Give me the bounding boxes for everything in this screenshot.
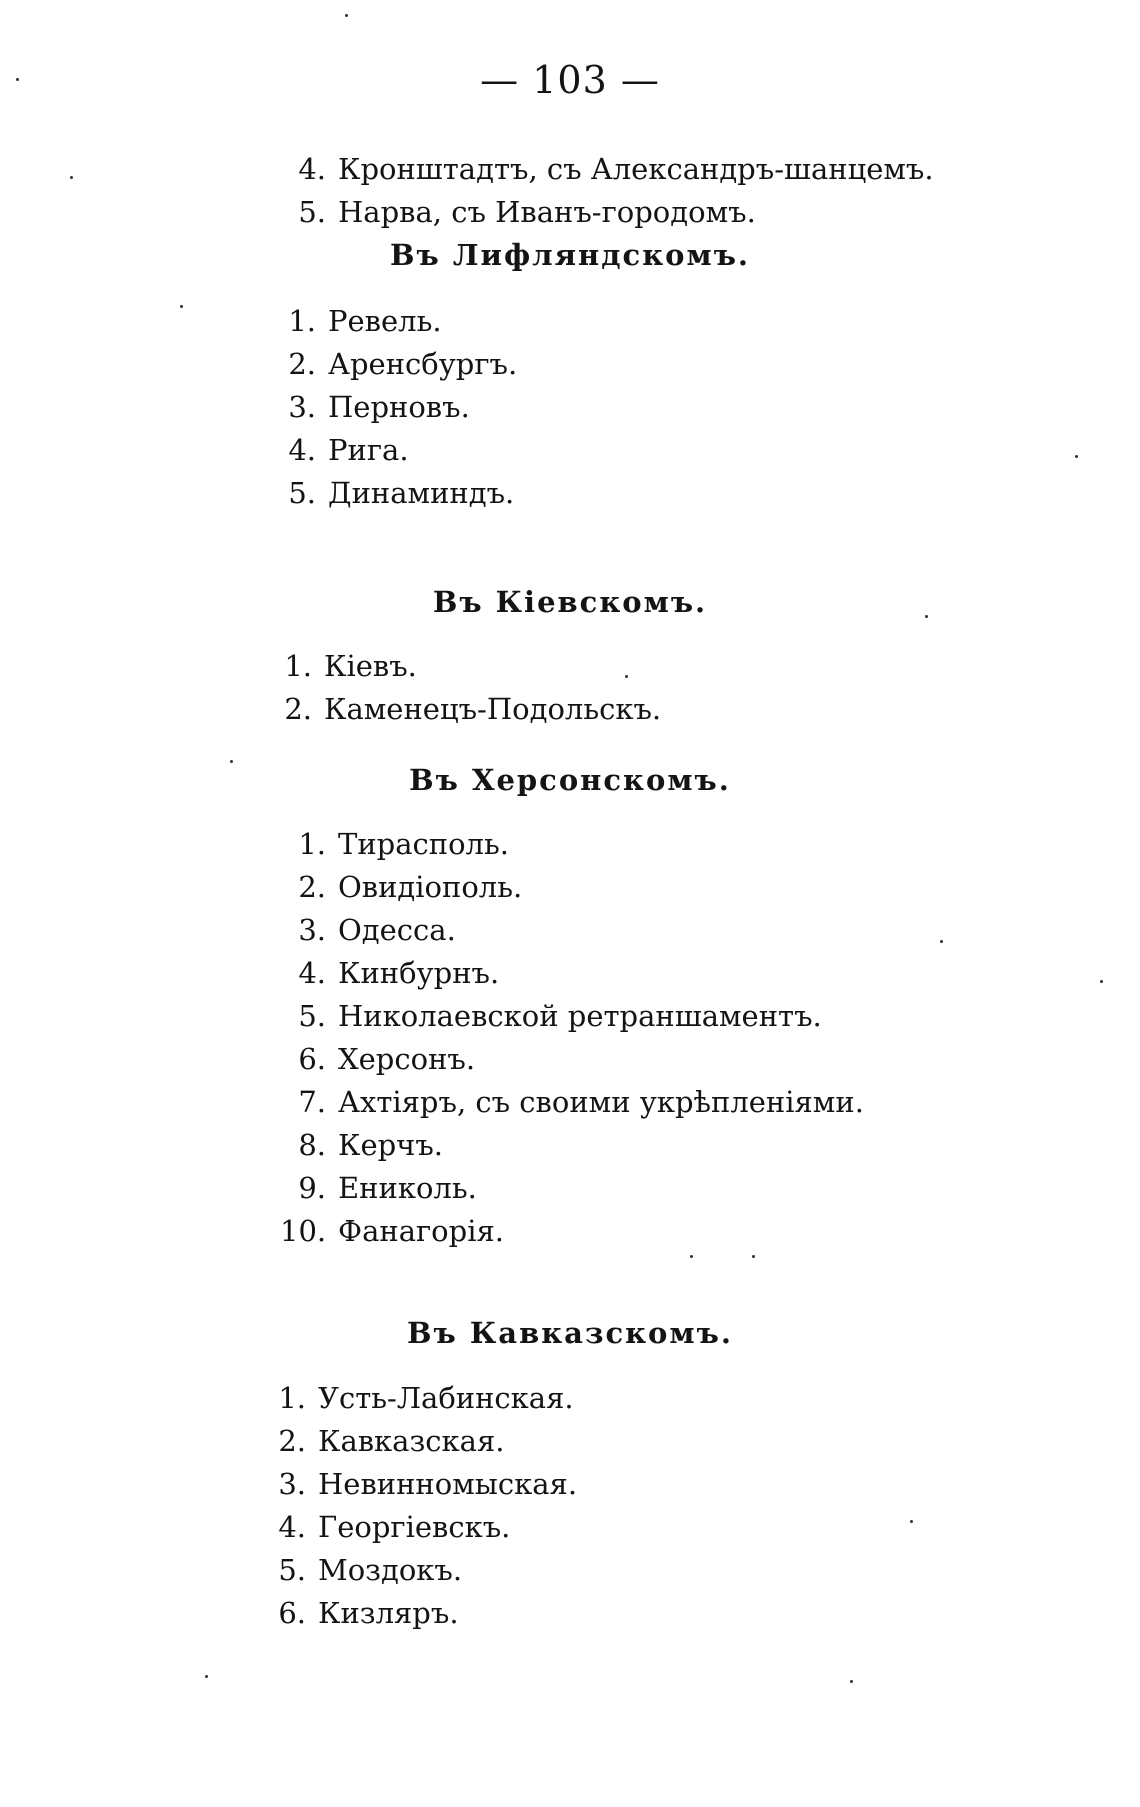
section-3-list [280,823,864,1253]
list-item [280,1167,864,1210]
scan-speck [345,14,348,17]
item-text: Кинбурнъ. [338,956,500,990]
scan-speck [925,615,928,618]
item-text: Кіевъ. [324,649,417,683]
scan-speck [1075,455,1078,458]
item-text: Николаевской ретраншаментъ. [338,999,822,1033]
item-text: Георгіевскъ. [318,1510,511,1544]
section-heading: Въ Кіевскомъ. [432,585,708,619]
item-number: 1. [278,1381,306,1415]
item-text: Ревель. [328,304,442,338]
list-item [280,1124,864,1167]
scan-speck [1100,980,1103,983]
item-text: Кронштадтъ, съ Александръ-шанцемъ. [338,152,934,186]
list-item [266,645,661,688]
scan-speck [940,940,943,943]
section-4-list [260,1377,577,1635]
scan-speck [910,1520,913,1523]
item-number: 2. [284,692,312,726]
section-0-list [280,148,934,234]
list-item [270,343,517,386]
item-number: 9. [298,1171,326,1205]
item-text: Тирасполь. [338,827,509,861]
list-item [260,1549,577,1592]
list-item [260,1377,577,1420]
item-number: 1. [284,649,312,683]
item-number: 5. [278,1553,306,1587]
item-number: 2. [278,1424,306,1458]
item-number: 4. [298,956,326,990]
item-text: Аренсбургъ. [328,347,518,381]
scan-speck [180,305,183,308]
item-number: 6. [298,1042,326,1076]
list-item [270,429,517,472]
scan-speck [850,1680,853,1683]
section-1-list [270,300,517,515]
list-item [266,688,661,731]
item-number: 3. [298,913,326,947]
item-number: 4. [278,1510,306,1544]
scan-speck [690,1255,693,1258]
list-item [280,1081,864,1124]
item-text: Перновъ. [328,390,470,424]
item-number: 4. [288,433,316,467]
item-number: 3. [288,390,316,424]
item-text: Усть-Лабинская. [318,1381,574,1415]
item-text: Херсонъ. [338,1042,476,1076]
list-item [280,866,864,909]
item-number: 3. [278,1467,306,1501]
section-heading: Въ Кавказскомъ. [407,1316,733,1350]
section-heading: Въ Лифляндскомъ. [389,238,751,272]
scan-speck [16,78,19,81]
item-text: Ениколь. [338,1171,477,1205]
item-text: Кавказская. [318,1424,505,1458]
list-item [280,909,864,952]
item-number: 6. [278,1596,306,1630]
list-item [280,191,934,234]
list-item [280,952,864,995]
item-number: 10. [280,1214,327,1248]
section-2-list [266,645,661,731]
list-item [270,472,517,515]
list-item [280,995,864,1038]
list-item [280,823,864,866]
item-text: Фанагорія. [338,1214,504,1248]
item-text: Динаминдъ. [328,476,515,510]
list-item [260,1420,577,1463]
item-number: 5. [298,999,326,1033]
scan-speck [230,760,233,763]
item-text: Нарва, съ Иванъ-городомъ. [338,195,756,229]
item-number: 2. [298,870,326,904]
section-heading: Въ Херсонскомъ. [409,763,731,797]
item-number: 1. [298,827,326,861]
item-text: Керчъ. [338,1128,444,1162]
item-number: 1. [288,304,316,338]
list-item [270,386,517,429]
item-number: 5. [298,195,326,229]
scan-speck [70,176,73,179]
page-number: — 103 — [480,58,660,102]
item-text: Кизляръ. [318,1596,459,1630]
item-number: 2. [288,347,316,381]
list-item [280,1210,864,1253]
item-number: 5. [288,476,316,510]
item-number: 4. [298,152,326,186]
list-item [260,1463,577,1506]
item-number: 8. [298,1128,326,1162]
item-text: Невинномыская. [318,1467,578,1501]
item-text: Ахтіяръ, съ своими укрѣпленіями. [338,1085,864,1119]
list-item [260,1592,577,1635]
item-text: Моздокъ. [318,1553,463,1587]
item-text: Рига. [328,433,409,467]
scan-speck [625,675,628,678]
scan-speck [205,1675,208,1678]
item-text: Одесса. [338,913,456,947]
item-text: Овидіополь. [338,870,523,904]
scan-speck [752,1255,755,1258]
item-text: Каменецъ-Подольскъ. [324,692,662,726]
list-item [260,1506,577,1549]
list-item [270,300,517,343]
list-item [280,1038,864,1081]
item-number: 7. [298,1085,326,1119]
list-item [280,148,934,191]
